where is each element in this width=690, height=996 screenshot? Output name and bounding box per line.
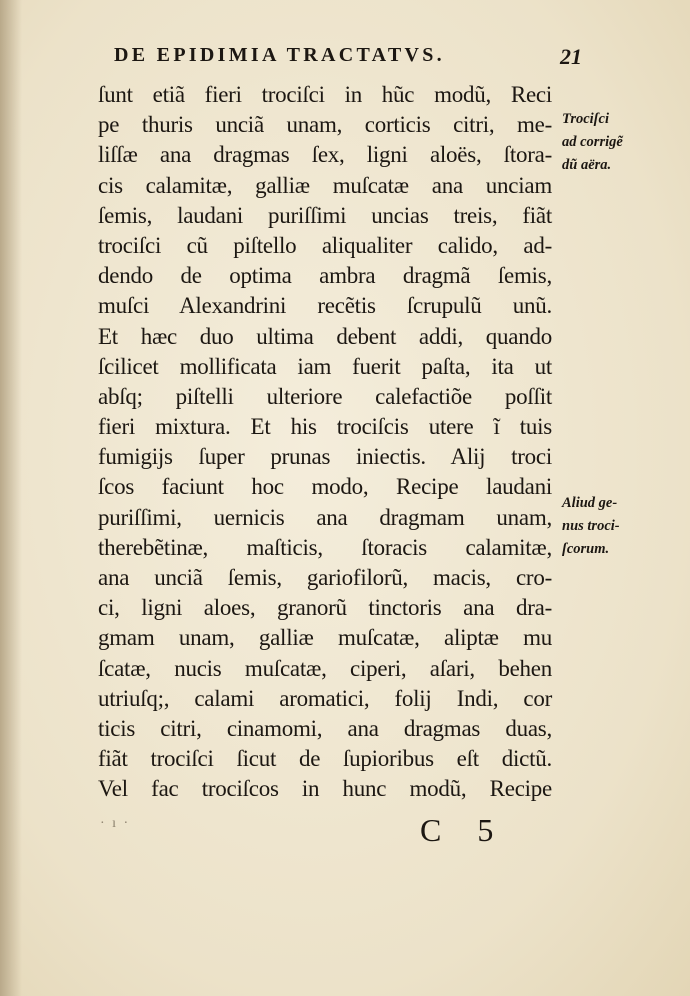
text-line: fiãt trociſci ſicut de ſupioribus eſt dictũ.: [98, 746, 552, 772]
text-line: ſcilicet mollificata iam fuerit paſta, ita ut: [98, 353, 552, 379]
margin-note-line: ſcorum.: [562, 541, 610, 557]
ink-smudge: · ı ·: [100, 816, 131, 831]
text-line: cis calamitæ, galliæ muſcatæ ana unciam: [98, 172, 552, 198]
page-number: 21: [560, 44, 582, 69]
margin-note-line: Trociſci: [562, 111, 609, 127]
text-line: ſunt etiã fieri trociſci in hũc modũ, Reci: [98, 82, 552, 107]
margin-note-trocisci: [562, 108, 662, 177]
margin-note-line: dũ aëra.: [562, 157, 612, 173]
text-line: dendo de optima ambra dragmã ſemis,: [98, 263, 552, 289]
text-line: ſcatæ, nucis muſcatæ, ciperi, aſari, behen: [98, 655, 552, 681]
text-line: pe thuris unciã unam, corticis citri, me-: [98, 112, 552, 138]
text-line: puriſſimi, uernicis ana dragmam unam,: [98, 504, 552, 530]
text-line: ſcos faciunt hoc modo, Recipe laudani: [98, 474, 552, 500]
text-line: utriuſq;, calami aromatici, folij Indi, cor: [98, 685, 552, 711]
text-line: trociſci cũ piſtello aliqualiter calido, ad-: [98, 232, 552, 258]
signature-mark: C 5: [420, 812, 508, 848]
margin-note-line: ad corrigẽ: [562, 134, 623, 150]
running-title: DE EPIDIMIA TRACTATVS.: [114, 44, 445, 66]
text-line: abſq; piſtelli ulteriore calefactiõe poſſit: [98, 383, 552, 409]
margin-note-line: Aliud ge-: [562, 495, 618, 511]
text-line: Vel fac trociſcos in hunc modũ, Recipe: [98, 776, 552, 802]
text-line: ticis citri, cinamomi, ana dragmas duas,: [98, 715, 552, 741]
text-line: ana unciã ſemis, gariofilorũ, macis, cro-: [98, 565, 552, 590]
margin-note-aliud-genus: [562, 492, 662, 561]
text-line: gmam unam, galliæ muſcatæ, aliptæ mu: [98, 625, 552, 651]
margin-note-line: nus troci-: [562, 518, 620, 534]
text-line: fieri mixtura. Et his trociſcis utere ĩ tuis: [98, 414, 552, 440]
text-line: muſci Alexandrini recẽtis ſcrupulũ unũ.: [98, 293, 552, 319]
text-line: Et hæc duo ultima debent addi, quando: [98, 323, 552, 349]
text-line: ſemis, laudani puriſſimi uncias treis, fiãt: [98, 202, 552, 228]
text-line: fumigijs ſuper prunas iniectis. Alij troci: [98, 444, 552, 470]
text-line: therebẽtinæ, maſticis, ſtoracis calamitæ,: [98, 534, 552, 560]
main-text-block: [98, 80, 552, 805]
text-line: liſſæ ana dragmas ſex, ligni aloës, ſtora-: [98, 142, 552, 168]
text-line: ci, ligni aloes, granorũ tinctoris ana dra-: [98, 595, 552, 621]
